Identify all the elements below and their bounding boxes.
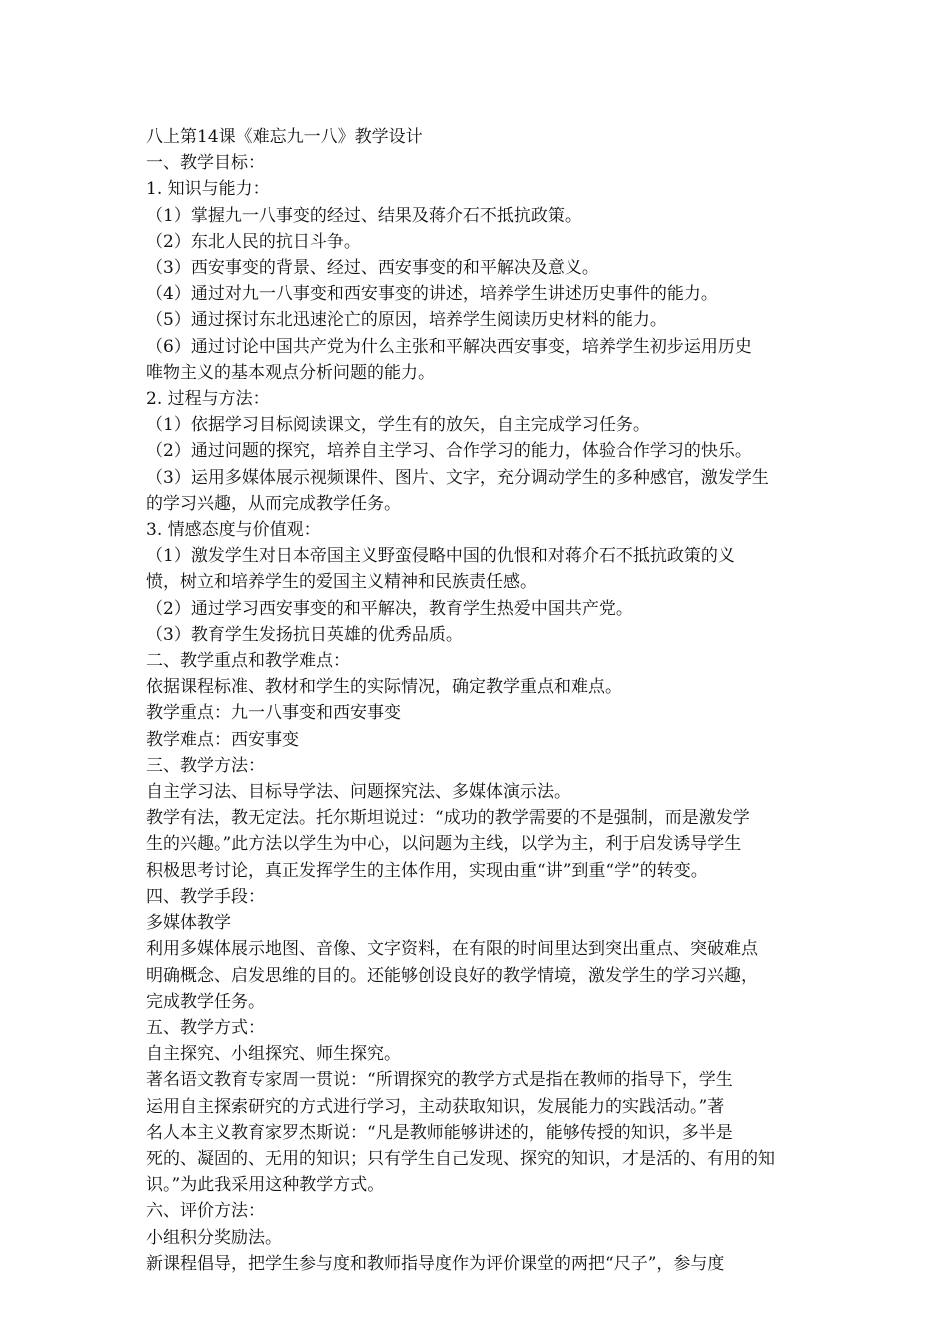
text-line: 识。”为此我采用这种教学方式。 (146, 1175, 385, 1196)
subheading-values: 3. 情感态度与价值观： (146, 520, 321, 541)
text-line: 愤，树立和培养学生的爱国主义精神和民族责任感。 (146, 572, 537, 593)
text-line: （2）通过学习西安事变的和平解决，教育学生热爱中国共产党。 (146, 598, 633, 619)
text-line: 自主探究、小组探究、师生探究。 (146, 1044, 401, 1065)
section-heading-key-points: 二、教学重点和教学难点： (146, 651, 350, 672)
text-line: （1）掌握九一八事变的经过、结果及蒋介石不抵抗政策。 (146, 205, 582, 226)
text-line: 生的兴趣。”此方法以学生为中心，以问题为主线，以学为主，利于启发诱导学生 (146, 834, 742, 855)
text-line: 教学有法，教无定法。托尔斯坦说过：“成功的教学需要的不是强制，而是激发学 (146, 808, 750, 829)
subheading-knowledge: 1. 知识与能力： (146, 179, 270, 200)
text-line: 死的、凝固的、无用的知识；只有学生自己发现、探究的知识，才是活的、有用的知 (146, 1148, 775, 1169)
document-page (146, 124, 811, 1277)
section-heading-objectives: 一、教学目标： (146, 153, 265, 174)
section-heading-evaluation: 六、评价方法： (146, 1201, 265, 1222)
text-line: 唯物主义的基本观点分析问题的能力。 (146, 362, 435, 383)
section-heading-teaching-style: 五、教学方式： (146, 1017, 265, 1038)
text-line: （3）运用多媒体展示视频课件、图片、文字，充分调动学生的多种感官，激发学生 (146, 467, 769, 488)
text-line: （3）教育学生发扬抗日英雄的优秀品质。 (146, 624, 463, 645)
text-line: （1）依据学习目标阅读课文，学生有的放矢，自主完成学习任务。 (146, 415, 650, 436)
text-line: 教学重点：九一八事变和西安事变 (146, 703, 401, 724)
text-line: （2）通过问题的探究，培养自主学习、合作学习的能力，体验合作学习的快乐。 (146, 441, 752, 462)
text-line: （5）通过探讨东北迅速沦亡的原因，培养学生阅读历史材料的能力。 (146, 310, 667, 331)
text-line: 积极思考讨论，真正发挥学生的主体作用，实现由重“讲”到重“学”的转变。 (146, 860, 708, 881)
text-line: 教学难点：西安事变 (146, 729, 299, 750)
text-line: 明确概念、启发思维的目的。还能够创设良好的教学情境，激发学生的学习兴趣， (146, 965, 758, 986)
text-line: 著名语文教育专家周一贯说：“所谓探究的教学方式是指在教师的指导下，学生 (146, 1070, 733, 1091)
text-line: 依据课程标准、教材和学生的实际情况，确定教学重点和难点。 (146, 677, 622, 698)
text-line: 完成教学任务。 (146, 991, 265, 1012)
text-line: （2）东北人民的抗日斗争。 (146, 231, 361, 252)
text-line: 小组积分奖励法。 (146, 1227, 282, 1248)
document-title: 八上第14课《难忘九一八》教学设计 (146, 127, 423, 147)
section-heading-means: 四、教学手段： (146, 886, 265, 907)
text-line: 名人本主义教育家罗杰斯说：“凡是教师能够讲述的，能够传授的知识，多半是 (146, 1122, 733, 1143)
text-line: 运用自主探索研究的方式进行学习，主动获取知识，发展能力的实践活动。”著 (146, 1096, 725, 1117)
text-line: 多媒体教学 (146, 913, 231, 934)
text-line: 的学习兴趣，从而完成教学任务。 (146, 493, 401, 514)
text-line: （3）西安事变的背景、经过、西安事变的和平解决及意义。 (146, 258, 599, 279)
section-heading-methods: 三、教学方法： (146, 755, 265, 776)
text-line: （6）通过讨论中国共产党为什么主张和平解决西安事变，培养学生初步运用历史 (146, 336, 752, 357)
text-line: 新课程倡导，把学生参与度和教师指导度作为评价课堂的两把“尺子”，参与度 (146, 1253, 725, 1274)
subheading-process: 2. 过程与方法： (146, 389, 270, 410)
text-line: （4）通过对九一八事变和西安事变的讲述，培养学生讲述历史事件的能力。 (146, 284, 718, 305)
text-line: （1）激发学生对日本帝国主义野蛮侵略中国的仇恨和对蒋介石不抵抗政策的义 (146, 546, 735, 567)
text-line: 自主学习法、目标导学法、问题探究法、多媒体演示法。 (146, 782, 571, 803)
text-line: 利用多媒体展示地图、音像、文字资料，在有限的时间里达到突出重点、突破难点 (146, 939, 758, 960)
